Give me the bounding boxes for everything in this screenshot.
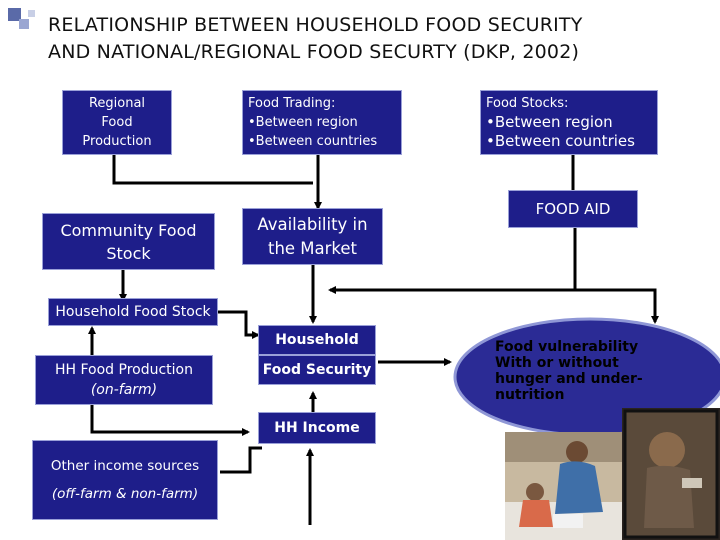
mother-feeding-child-photo [505,432,628,540]
box-line: Other income sources [50,458,200,474]
vulnerability-line: Food vulnerability [495,339,639,355]
box-line: Food Trading: [248,96,336,111]
vulnerability-text [495,339,675,403]
box-line: HH Income [274,420,360,436]
box-line: Stock [106,243,151,263]
box-line: the Market [267,238,358,258]
box-line: Regional [88,96,146,111]
title-line-2: AND NATIONAL/REGIONAL FOOD SECURTY (DKP, 2002) [48,41,580,63]
box-line: Food Security [262,362,372,378]
box-line: Household Food Stock [55,304,211,320]
box-line: Community Food [60,220,197,240]
malnourished-child-photo [622,408,720,540]
vulnerability-line: nutrition [495,387,565,403]
title-line-1: RELATIONSHIP BETWEEN HOUSEHOLD FOOD SECURITY [48,14,583,36]
box-line: •Between region [486,113,613,131]
box-line: •Between region [248,115,358,130]
box-line: Food Stocks: [486,96,569,111]
box-line: •Between countries [248,134,378,149]
box-line: •Between countries [486,132,635,150]
box-line: Household [275,332,359,348]
box-line: Production [82,134,152,149]
box-line: Food [101,115,133,130]
box-line: HH Food Production [54,362,193,378]
vulnerability-line: With or without [495,355,619,371]
vulnerability-line: hunger and under- [495,371,643,387]
box-line: FOOD AID [535,199,611,218]
box-line: (on-farm) [90,382,158,398]
box-line: Availability in [257,214,368,234]
box-line: (off-farm & non-farm) [51,486,199,502]
